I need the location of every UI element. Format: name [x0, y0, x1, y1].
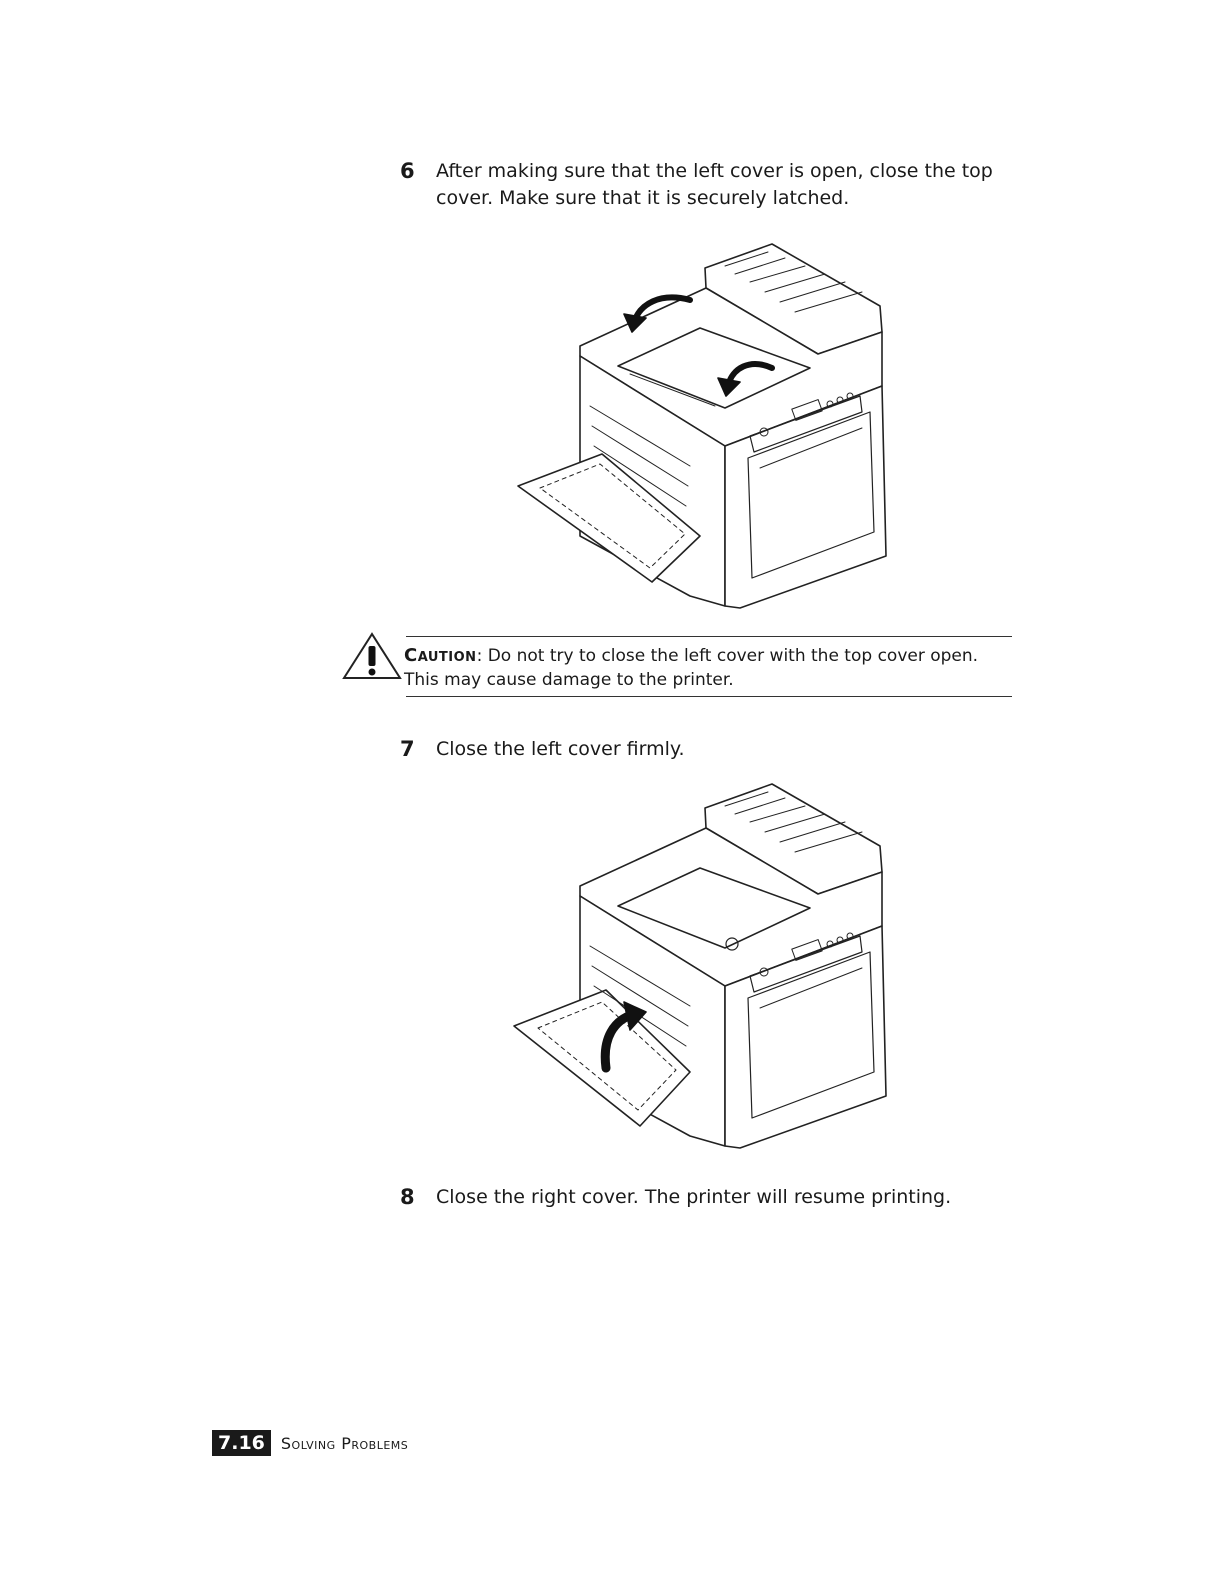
step-number: 8 [400, 1185, 415, 1209]
step-text: After making sure that the left cover is open, close the top cover. Make sure that it is securely latched. [436, 160, 993, 209]
step-text: Close the left cover firmly. [436, 738, 685, 760]
step-text: Close the right cover. The printer will resume printing. [436, 1186, 952, 1208]
step-number: 6 [400, 159, 415, 183]
page-number-badge: 7.16 [212, 1430, 271, 1456]
caution-box [340, 628, 1012, 704]
caution-top-rule [406, 636, 1012, 637]
step-number: 7 [400, 737, 415, 761]
step-8 [400, 1184, 1010, 1211]
caution-message: Do not try to close the left cover with the top cover open. This may cause damage to the printer. [404, 646, 979, 690]
printer-illustration-left-cover [510, 776, 890, 1152]
caution-colon: : [476, 646, 488, 666]
section-title: Solving Problems [280, 1433, 409, 1453]
caution-text-block [404, 644, 1004, 692]
caution-label: Caution [404, 645, 477, 666]
warning-triangle-icon [340, 630, 404, 682]
step-6 [400, 158, 1010, 212]
printer-illustration-top-cover [510, 236, 890, 612]
step-7 [400, 736, 1010, 763]
caution-bottom-rule [406, 696, 1012, 697]
page-footer [212, 1430, 408, 1456]
